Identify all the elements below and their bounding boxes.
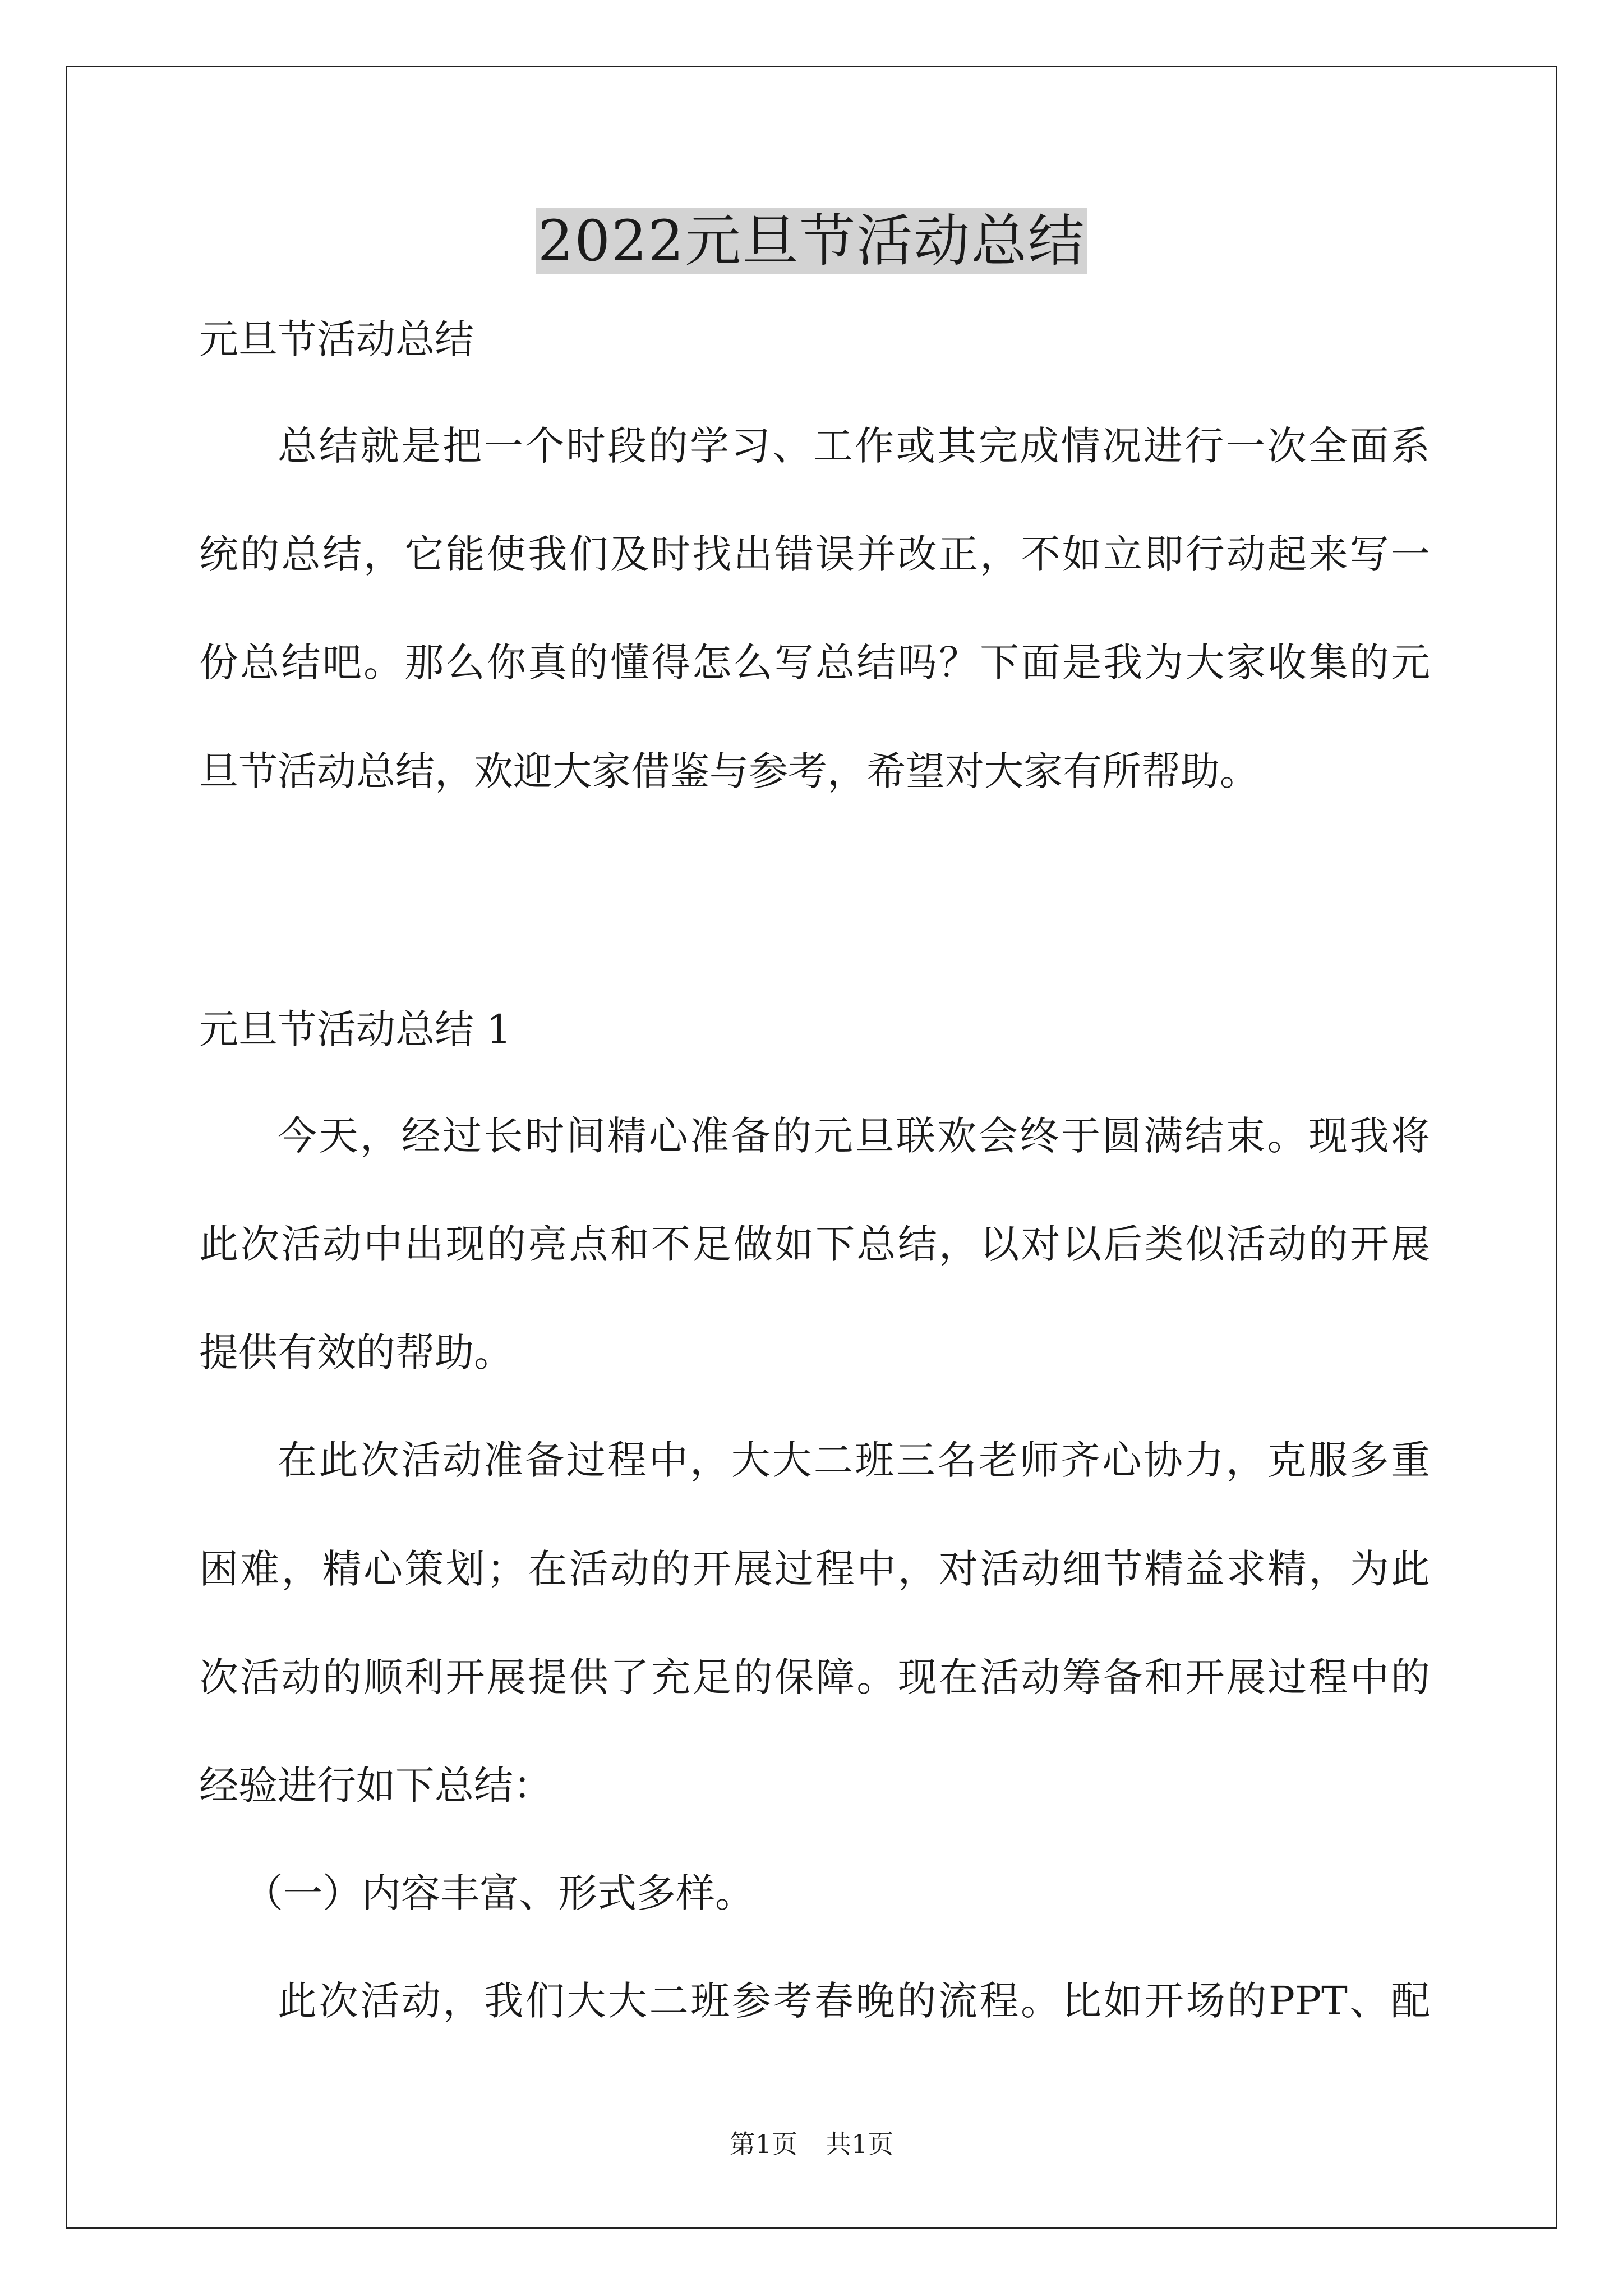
- paragraph-line: 总结就是把一个时段的学习、工作或其完成情况进行一次全面系: [278, 423, 1430, 469]
- paragraph-line: 统的总结，它能使我们及时找出错误并改正，不如立即行动起来写一: [199, 531, 1430, 577]
- paragraph-line: 此次活动中出现的亮点和不足做如下总结，以对以后类似活动的开展: [199, 1221, 1430, 1267]
- paragraph-line: 提供有效的帮助。: [199, 1329, 513, 1375]
- section-heading: 元旦节活动总结 1: [199, 1006, 511, 1052]
- page-total: 共1页: [826, 2129, 894, 2159]
- page-number: 第1页: [729, 2129, 797, 2159]
- paragraph-line: 此次活动，我们大大二班参考春晚的流程。比如开场的PPT、配: [278, 1978, 1430, 2024]
- paragraph-line: 经验进行如下总结：: [199, 1763, 552, 1809]
- subsection-heading: （一）内容丰富、形式多样。: [244, 1870, 754, 1916]
- section-heading: 元旦节活动总结: [199, 316, 474, 362]
- page-footer: [0, 2127, 1623, 2161]
- paragraph-line: 困难，精心策划；在活动的开展过程中，对活动细节精益求精，为此: [199, 1546, 1430, 1592]
- paragraph-line: 在此次活动准备过程中，大大二班三名老师齐心协力，克服多重: [278, 1437, 1430, 1483]
- paragraph-line: 份总结吧。那么你真的懂得怎么写总结吗？下面是我为大家收集的元: [199, 639, 1430, 685]
- document-title: [0, 199, 1623, 283]
- paragraph-line: 旦节活动总结，欢迎大家借鉴与参考，希望对大家有所帮助。: [199, 748, 1259, 794]
- paragraph-line: 今天，经过长时间精心准备的元旦联欢会终于圆满结束。现我将: [278, 1113, 1430, 1159]
- document-title-text: 2022元旦节活动总结: [536, 208, 1088, 274]
- paragraph-line: 次活动的顺利开展提供了充足的保障。现在活动筹备和开展过程中的: [199, 1654, 1430, 1700]
